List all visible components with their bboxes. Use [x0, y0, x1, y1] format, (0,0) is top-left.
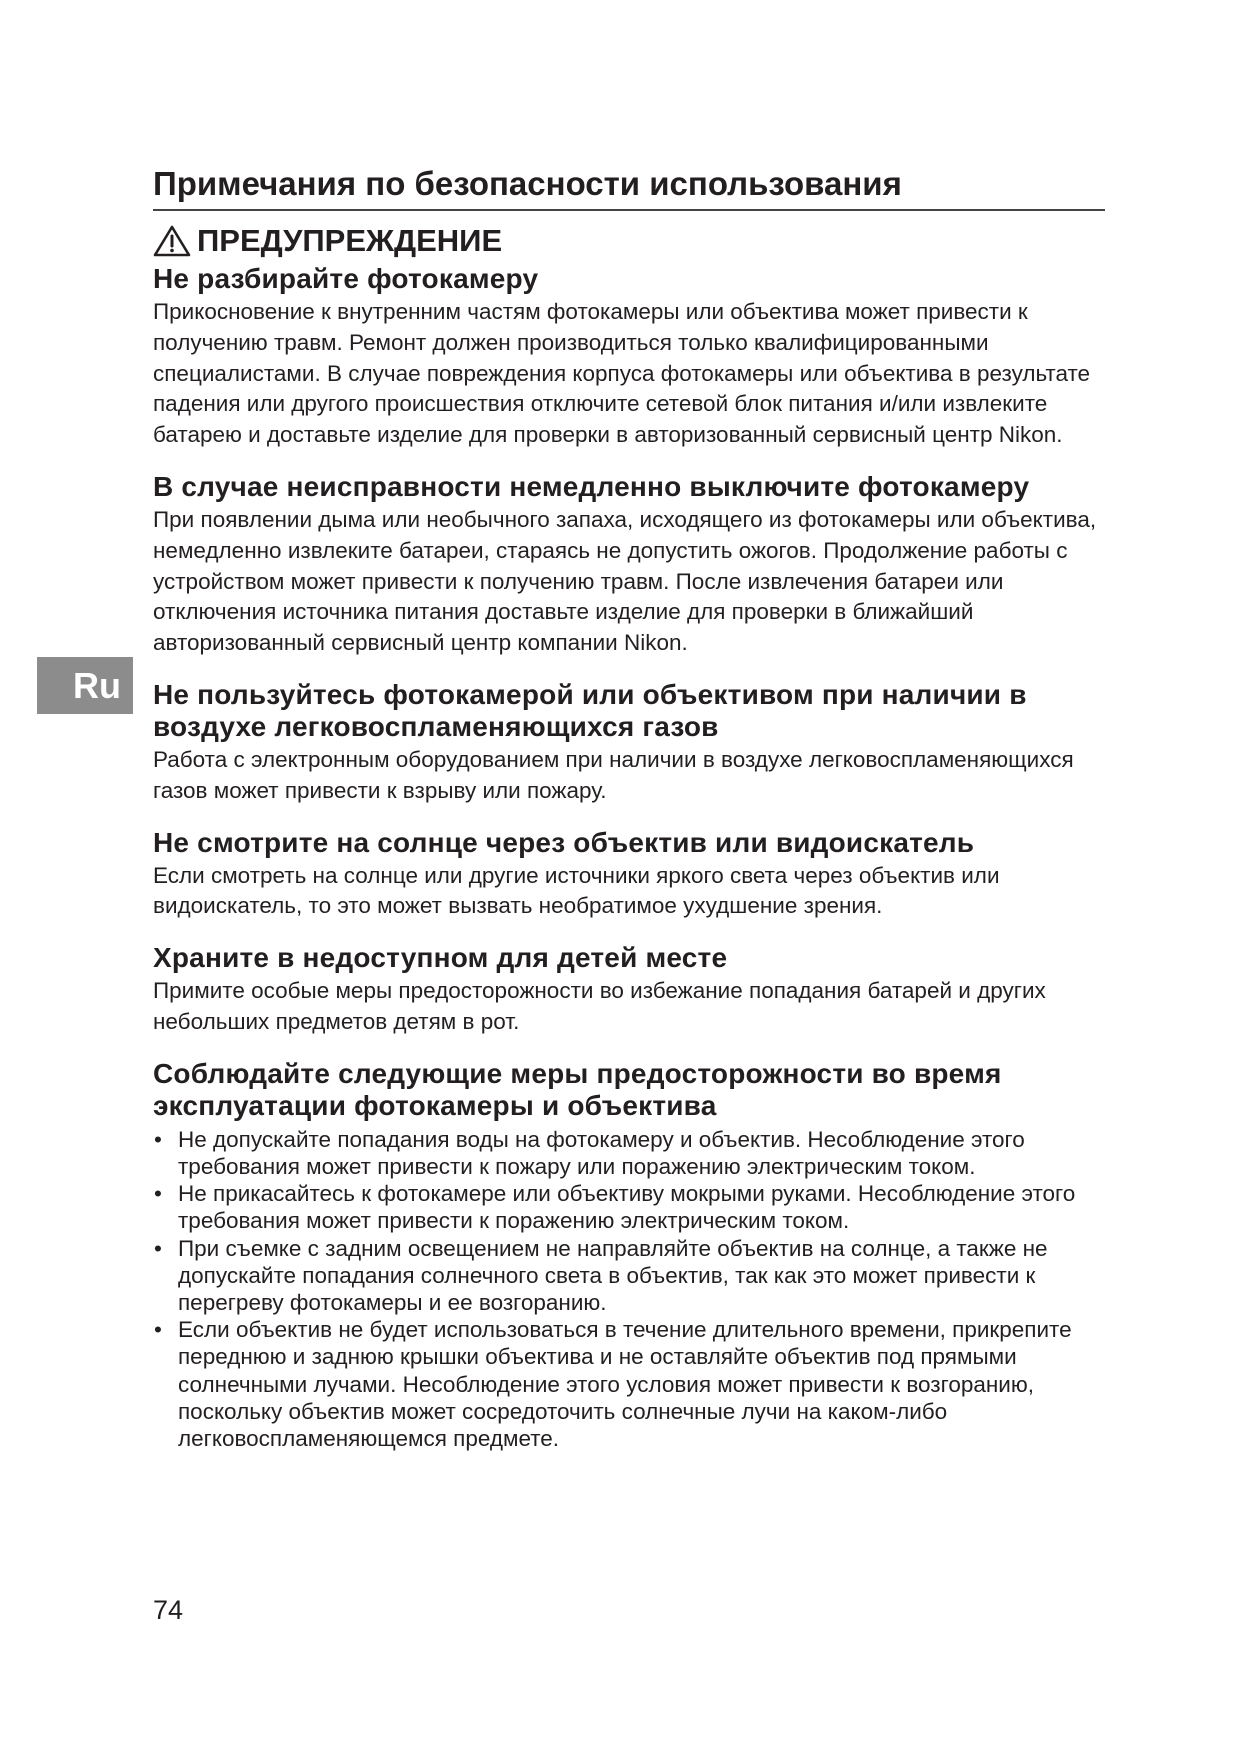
section-body: Работа с электронным оборудованием при наличии в воздухе легковоспламеняющихся газов может привести к взрыву или пожару.	[153, 746, 1074, 803]
section-heading: Храните в недоступном для детей месте	[153, 942, 728, 974]
warning-triangle-icon	[153, 224, 191, 258]
safety-sections	[153, 263, 1105, 1452]
section-heading: Не пользуйтесь фотокамерой или объективом при наличии в воздухе легковоспламеняющихся газов	[153, 678, 1027, 742]
section-do-not-look-at-sun	[153, 827, 1105, 923]
section-flammable-gas	[153, 679, 1105, 807]
page-number: 74	[153, 1595, 184, 1625]
language-tab: Ru	[37, 657, 133, 714]
section-heading: Не разбирайте фотокамеру	[153, 263, 539, 294]
section-malfunction-turn-off	[153, 471, 1105, 659]
list-item: • Если объектив не будет использоваться в течение длительного времени, прикрепите переднюю и заднюю крышки объектива и не оставляйте объектив под прямыми солнечными лучами. Несоблюдение этого условия может привести к возгоранию, поскольку объектив может сосредоточить солнечные лучи на каком-либо легковоспламеняющемся предмете.	[153, 1316, 1105, 1452]
page-title: Примечания по безопасности использования	[153, 163, 1105, 211]
section-body: При появлении дыма или необычного запаха, исходящего из фотокамеры или объектива, немедленно извлеките батареи, стараясь не допустить ожогов. Продолжение работы с устройством может привести к получению травм. После извлечения батареи или отключения источника питания доставьте изделие для проверки в ближайший авторизованный сервисный центр компании Nikon.	[153, 506, 1097, 656]
section-body: Если смотреть на солнце или другие источники яркого света через объектив или видоискатель, то это может вызвать необратимое ухудшение зрения.	[153, 862, 1000, 919]
warning-heading	[153, 221, 502, 261]
section-heading: Соблюдайте следующие меры предосторожности во время эксплуатации фотокамеры и объектива	[153, 1057, 1002, 1121]
section-heading: В случае неисправности немедленно выключите фотокамеру	[153, 470, 1030, 502]
list-item: • При съемке с задним освещением не направляйте объектив на солнце, а также не допускайте попадания солнечного света в объектив, так как это может привести к перегреву фотокамеры и ее возгоранию.	[153, 1235, 1105, 1317]
section-do-not-disassemble	[153, 263, 1105, 451]
list-item: • Не прикасайтесь к фотокамере или объективу мокрыми руками. Несоблюдение этого требования может привести к поражению электрическим током.	[153, 1180, 1105, 1234]
section-keep-from-children	[153, 942, 1105, 1038]
list-item: • Не допускайте попадания воды на фотокамеру и объектив. Несоблюдение этого требования может привести к пожару или поражению электрическим током.	[153, 1126, 1105, 1180]
section-heading: Не смотрите на солнце через объектив или видоискатель	[153, 826, 975, 858]
precautions-list	[153, 1126, 1105, 1452]
section-handling-precautions	[153, 1058, 1105, 1452]
section-body: Примите особые меры предосторожности во избежание попадания батарей и других небольших предметов детям в рот.	[153, 978, 1046, 1034]
section-body: Прикосновение к внутренним частям фотокамеры или объектива может привести к получению травм. Ремонт должен производиться только квалифицированными специалистами. В случае повреждения корпуса фотокамеры или объектива в результате падения или другого происшествия отключите сетевой блок питания и/или извлеките батарею и доставьте изделие для проверки в авторизованный сервисный центр Nikon.	[153, 299, 1091, 448]
warning-label: ПРЕДУПРЕЖДЕНИЕ	[197, 223, 503, 258]
